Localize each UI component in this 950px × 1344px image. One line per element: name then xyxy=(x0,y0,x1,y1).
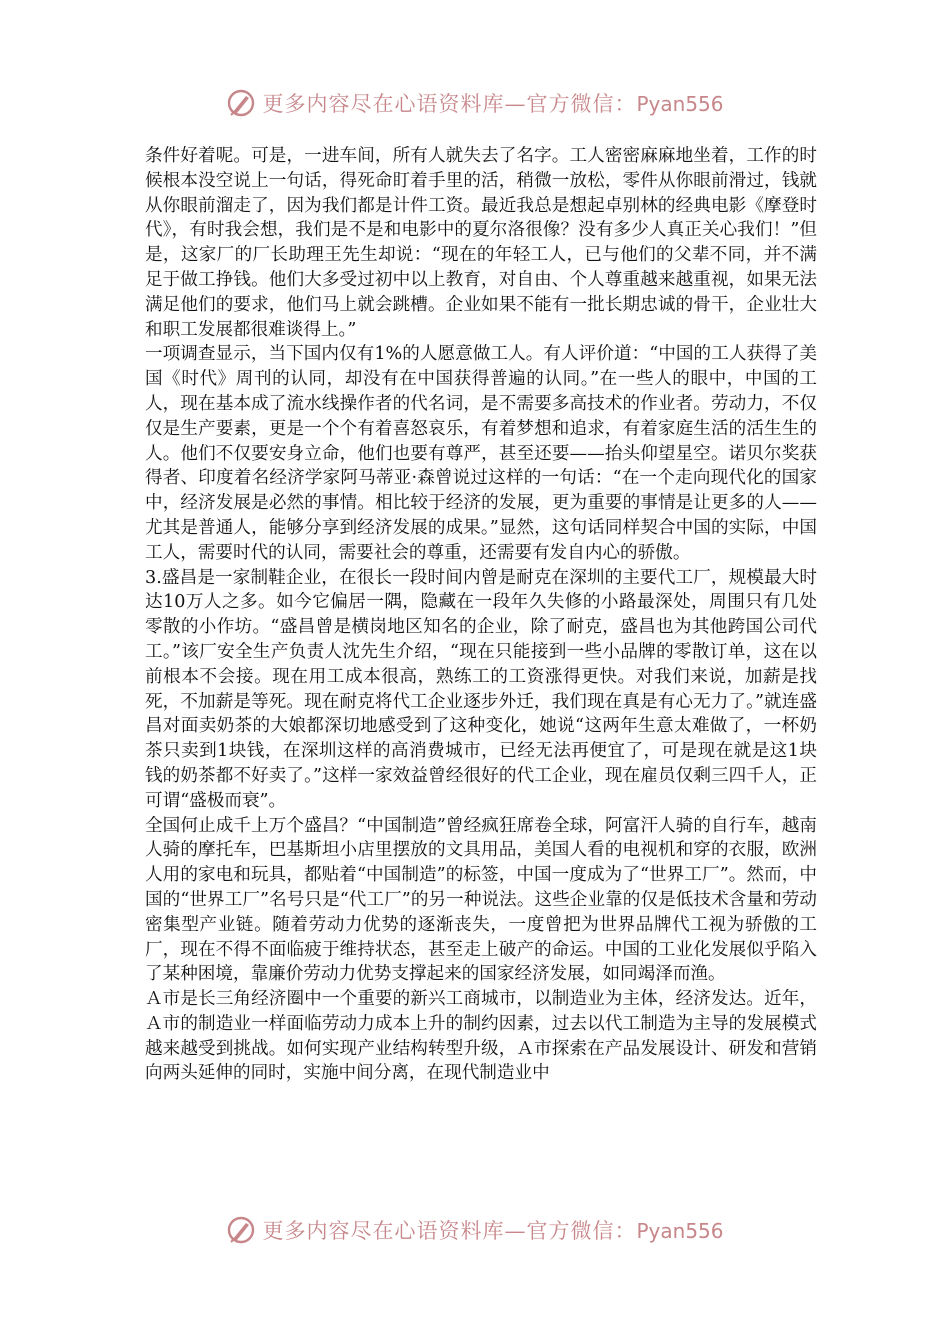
pen-circle-logo-icon xyxy=(226,1215,256,1245)
footer-banner-text xyxy=(262,1215,723,1245)
paragraph: 全国何止成千上万个盛昌？“中国制造”曾经疯狂席卷全球，阿富汗人骑的自行车，越南人骑的摩托车，巴基斯坦小店里摆放的文具用品，美国人看的电视机和穿的衣服，欧洲人用的家电和玩具，都贴着“中国制造”的标签，中国一度成为了“世界工厂”。然而，中国的“世界工厂”名号只是“代工厂”的另一种说法。这些企业靠的仅是低技术含量和劳动密集型产业链。随着劳动力优势的逐渐丧失，一度曾把为世界品牌代工视为骄傲的工厂，现在不得不面临疲于维持状态，甚至走上破产的命运。中国的工业化发展似乎陷入了某种困境，靠廉价劳动力优势支撑起来的国家经济发展，如同竭泽而渔。 xyxy=(145,815,817,985)
header-banner-text xyxy=(262,88,723,118)
paragraph: 3.盛昌是一家制鞋企业，在很长一段时间内曾是耐克在深圳的主要代工厂，规模最大时达10万人之多。如今它偏居一隅，隐藏在一段年久失修的小路最深处，周围只有几处零散的小作坊。“盛昌曾是横岗地区知名的企业，除了耐克，盛昌也为其他跨国公司代工。”该厂安全生产负责人沈先生介绍，“现在只能接到一些小品牌的零散订单，这在以前根本不会接。现在用工成本很高，熟练工的工资涨得更快。对我们来说，加薪是找死，不加薪是等死。现在耐克将代工企业逐步外迁，我们现在真是有心无力了。”就连盛昌对面卖奶茶的大娘都深切地感受到了这种变化，她说“这两年生意太难做了，一杯奶茶只卖到1块钱，在深圳这样的高消费城市，已经无法再便宜了，可是现在就是这1块钱的奶茶都不好卖了。”这样一家效益曾经很好的代工企业，现在雇员仅剩三四千人，正可谓“盛极而衰”。 xyxy=(145,567,817,811)
paragraph: 条件好着呢。可是，一进车间，所有人就失去了名字。工人密密麻麻地坐着，工作的时候根本没空说上一句话，得死命盯着手里的活，稍微一放松，零件从你眼前滑过，钱就从你眼前溜走了，因为我们都是计件工资。最近我总是想起卓别林的经典电影《摩登时代》，有时我会想，我们是不是和电影中的夏尔洛很像？没有多少人真正关心我们！”但是，这家厂的厂长助理王先生却说：“现在的年轻工人，已与他们的父辈不同，并不满足于做工挣钱。他们大多受过初中以上教育，对自由、个人尊重越来越重视，如果无法满足他们的要求，他们马上就会跳槽。企业如果不能有一批长期忠诚的骨干，企业壮大和职工发展都很难谈得上。” xyxy=(145,146,817,340)
header-banner-id: Pyan556 xyxy=(636,92,724,116)
footer-banner-label: 更多内容尽在心语资料库—官方微信： xyxy=(262,1219,637,1243)
pen-circle-logo-icon xyxy=(226,88,256,118)
header-banner xyxy=(0,83,950,123)
paragraph: Ａ市是长三角经济圈中一个重要的新兴工商城市，以制造业为主体，经济发达。近年，Ａ市的制造业一样面临劳动力成本上升的制约因素，过去以代工制造为主导的发展模式越来越受到挑战。如何实现产业结构转型升级，Ａ市探索在产品发展设计、研发和营销向两头延伸的同时，实施中间分离，在现代制造业中 xyxy=(145,989,817,1084)
paragraph: 一项调查显示，当下国内仅有1%的人愿意做工人。有人评价道：“中国的工人获得了美国《时代》周刊的认同，却没有在中国获得普遍的认同。”在一些人的眼中，中国的工人，现在基本成了流水线操作者的代名词，是不需要多高技术的作业者。劳动力，不仅仅是生产要素，更是一个个有着喜怒哀乐，有着梦想和追求，有着家庭生活的活生生的人。他们不仅要安身立命，他们也要有尊严，甚至还要——抬头仰望星空。诺贝尔奖获得者、印度着名经济学家阿马蒂亚·森曾说过这样的一句话：“在一个走向现代化的国家中，经济发展是必然的事情。相比较于经济的发展，更为重要的事情是让更多的人——尤其是普通人，能够分享到经济发展的成果。”显然，这句话同样契合中国的实际，中国工人，需要时代的认同，需要社会的尊重，还需要有发自内心的骄傲。 xyxy=(145,344,817,563)
document-body xyxy=(145,144,817,1086)
footer-banner xyxy=(0,1210,950,1250)
header-banner-label: 更多内容尽在心语资料库—官方微信： xyxy=(262,92,637,116)
footer-banner-id: Pyan556 xyxy=(636,1219,724,1243)
